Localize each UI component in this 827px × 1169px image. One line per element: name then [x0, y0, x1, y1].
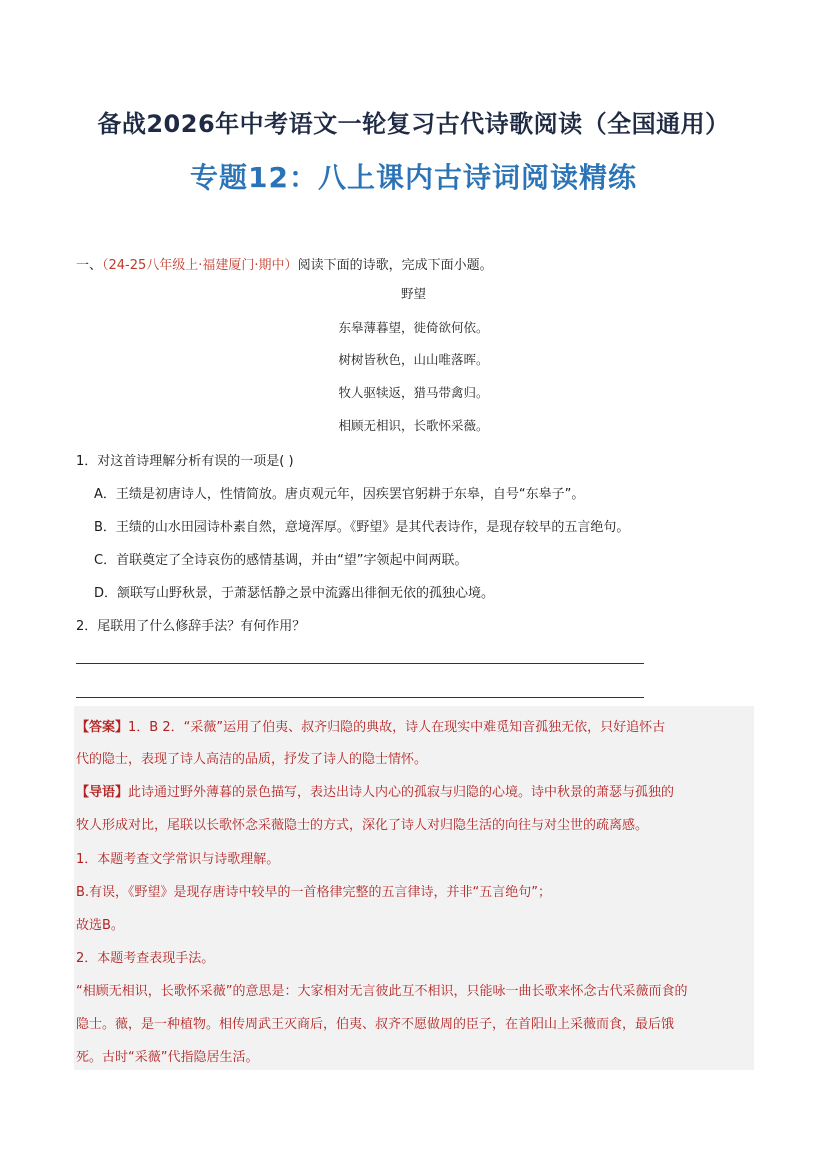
option-a: A．王绩是初唐诗人，性情简放。唐贞观元年，因疾罢官躬耕于东皋，自号“东皋子”。 [94, 487, 585, 502]
question-instruction: 阅读下面的诗歌，完成下面小题。 [297, 258, 493, 273]
option-b: B．王绩的山水田园诗朴素自然，意境浑厚。《野望》是其代表诗作，是现存较早的五言绝句。 [94, 520, 630, 535]
guide-tag: 【导语】 [76, 785, 129, 800]
question-number: 一、 [76, 258, 103, 273]
poem-line: 牧人驱犊返，猎马带禽归。 [338, 385, 489, 400]
answer-tag: 【答案】 [76, 720, 129, 735]
option-c: C．首联奠定了全诗哀伤的感情基调，并由“望”字领起中间两联。 [94, 553, 468, 568]
answer-blank-line [76, 663, 644, 664]
answer-line: 代的隐士，表现了诗人高洁的品质，抒发了诗人的隐士情怀。 [76, 752, 428, 767]
topic-title: 专题12：八上课内古诗词阅读精练 [190, 161, 637, 194]
answer-line [76, 716, 665, 735]
answer-blank-line [76, 697, 644, 698]
answer-text: 1．B 2．“采薇”运用了伯夷、叔齐归隐的典故，诗人在现实中难觅知音孤独无依，只好追怀古 [128, 720, 666, 735]
analysis-line: “相顾无相识，长歌怀采薇”的意思是：大家相对无言彼此互不相识，只能咏一曲长歌来怀念古代采薇而食的 [76, 984, 688, 999]
document-title: 备战2026年中考语文一轮复习古代诗歌阅读（全国通用） [97, 110, 730, 138]
question-source: （24-25八年级上·福建厦门·期中） [102, 258, 298, 273]
analysis-line: B.有误，《野望》是现存唐诗中较早的一首格律完整的五言律诗，并非“五言绝句”； [76, 885, 552, 900]
guide-line: 牧人形成对比，尾联以长歌怀念采薇隐士的方式，深化了诗人对归隐生活的向往与对尘世的疏离感。 [76, 818, 649, 833]
analysis-line: 故选B。 [76, 918, 124, 933]
analysis-line: 2．本题考查表现手法。 [76, 951, 215, 966]
poem-line: 东皋薄暮望，徙倚欲何依。 [338, 320, 489, 335]
guide-line [76, 781, 674, 800]
poem-line: 树树皆秋色，山山唯落晖。 [338, 352, 489, 367]
option-d: D．颔联写山野秋景，于萧瑟恬静之景中流露出徘徊无依的孤独心境。 [94, 586, 495, 601]
poem-line: 相顾无相识，长歌怀采薇。 [338, 418, 489, 433]
analysis-line: 1．本题考查文学常识与诗歌理解。 [76, 852, 280, 867]
sub-question-1: 1．对这首诗理解分析有误的一项是( ) [76, 454, 294, 469]
poem-title: 野望 [400, 286, 426, 301]
guide-text: 此诗通过野外薄暮的景色描写，表达出诗人内心的孤寂与归隐的心境。诗中秋景的萧瑟与孤独的 [128, 785, 675, 800]
analysis-line: 隐士。薇，是一种植物。相传周武王灭商后，伯夷、叔齐不愿做周的臣子，在首阳山上采薇而食，最后饿 [76, 1017, 675, 1032]
question-header [76, 254, 493, 273]
sub-question-2: 2．尾联用了什么修辞手法？有何作用？ [76, 619, 306, 634]
analysis-line: 死。古时“采薇”代指隐居生活。 [76, 1050, 259, 1065]
